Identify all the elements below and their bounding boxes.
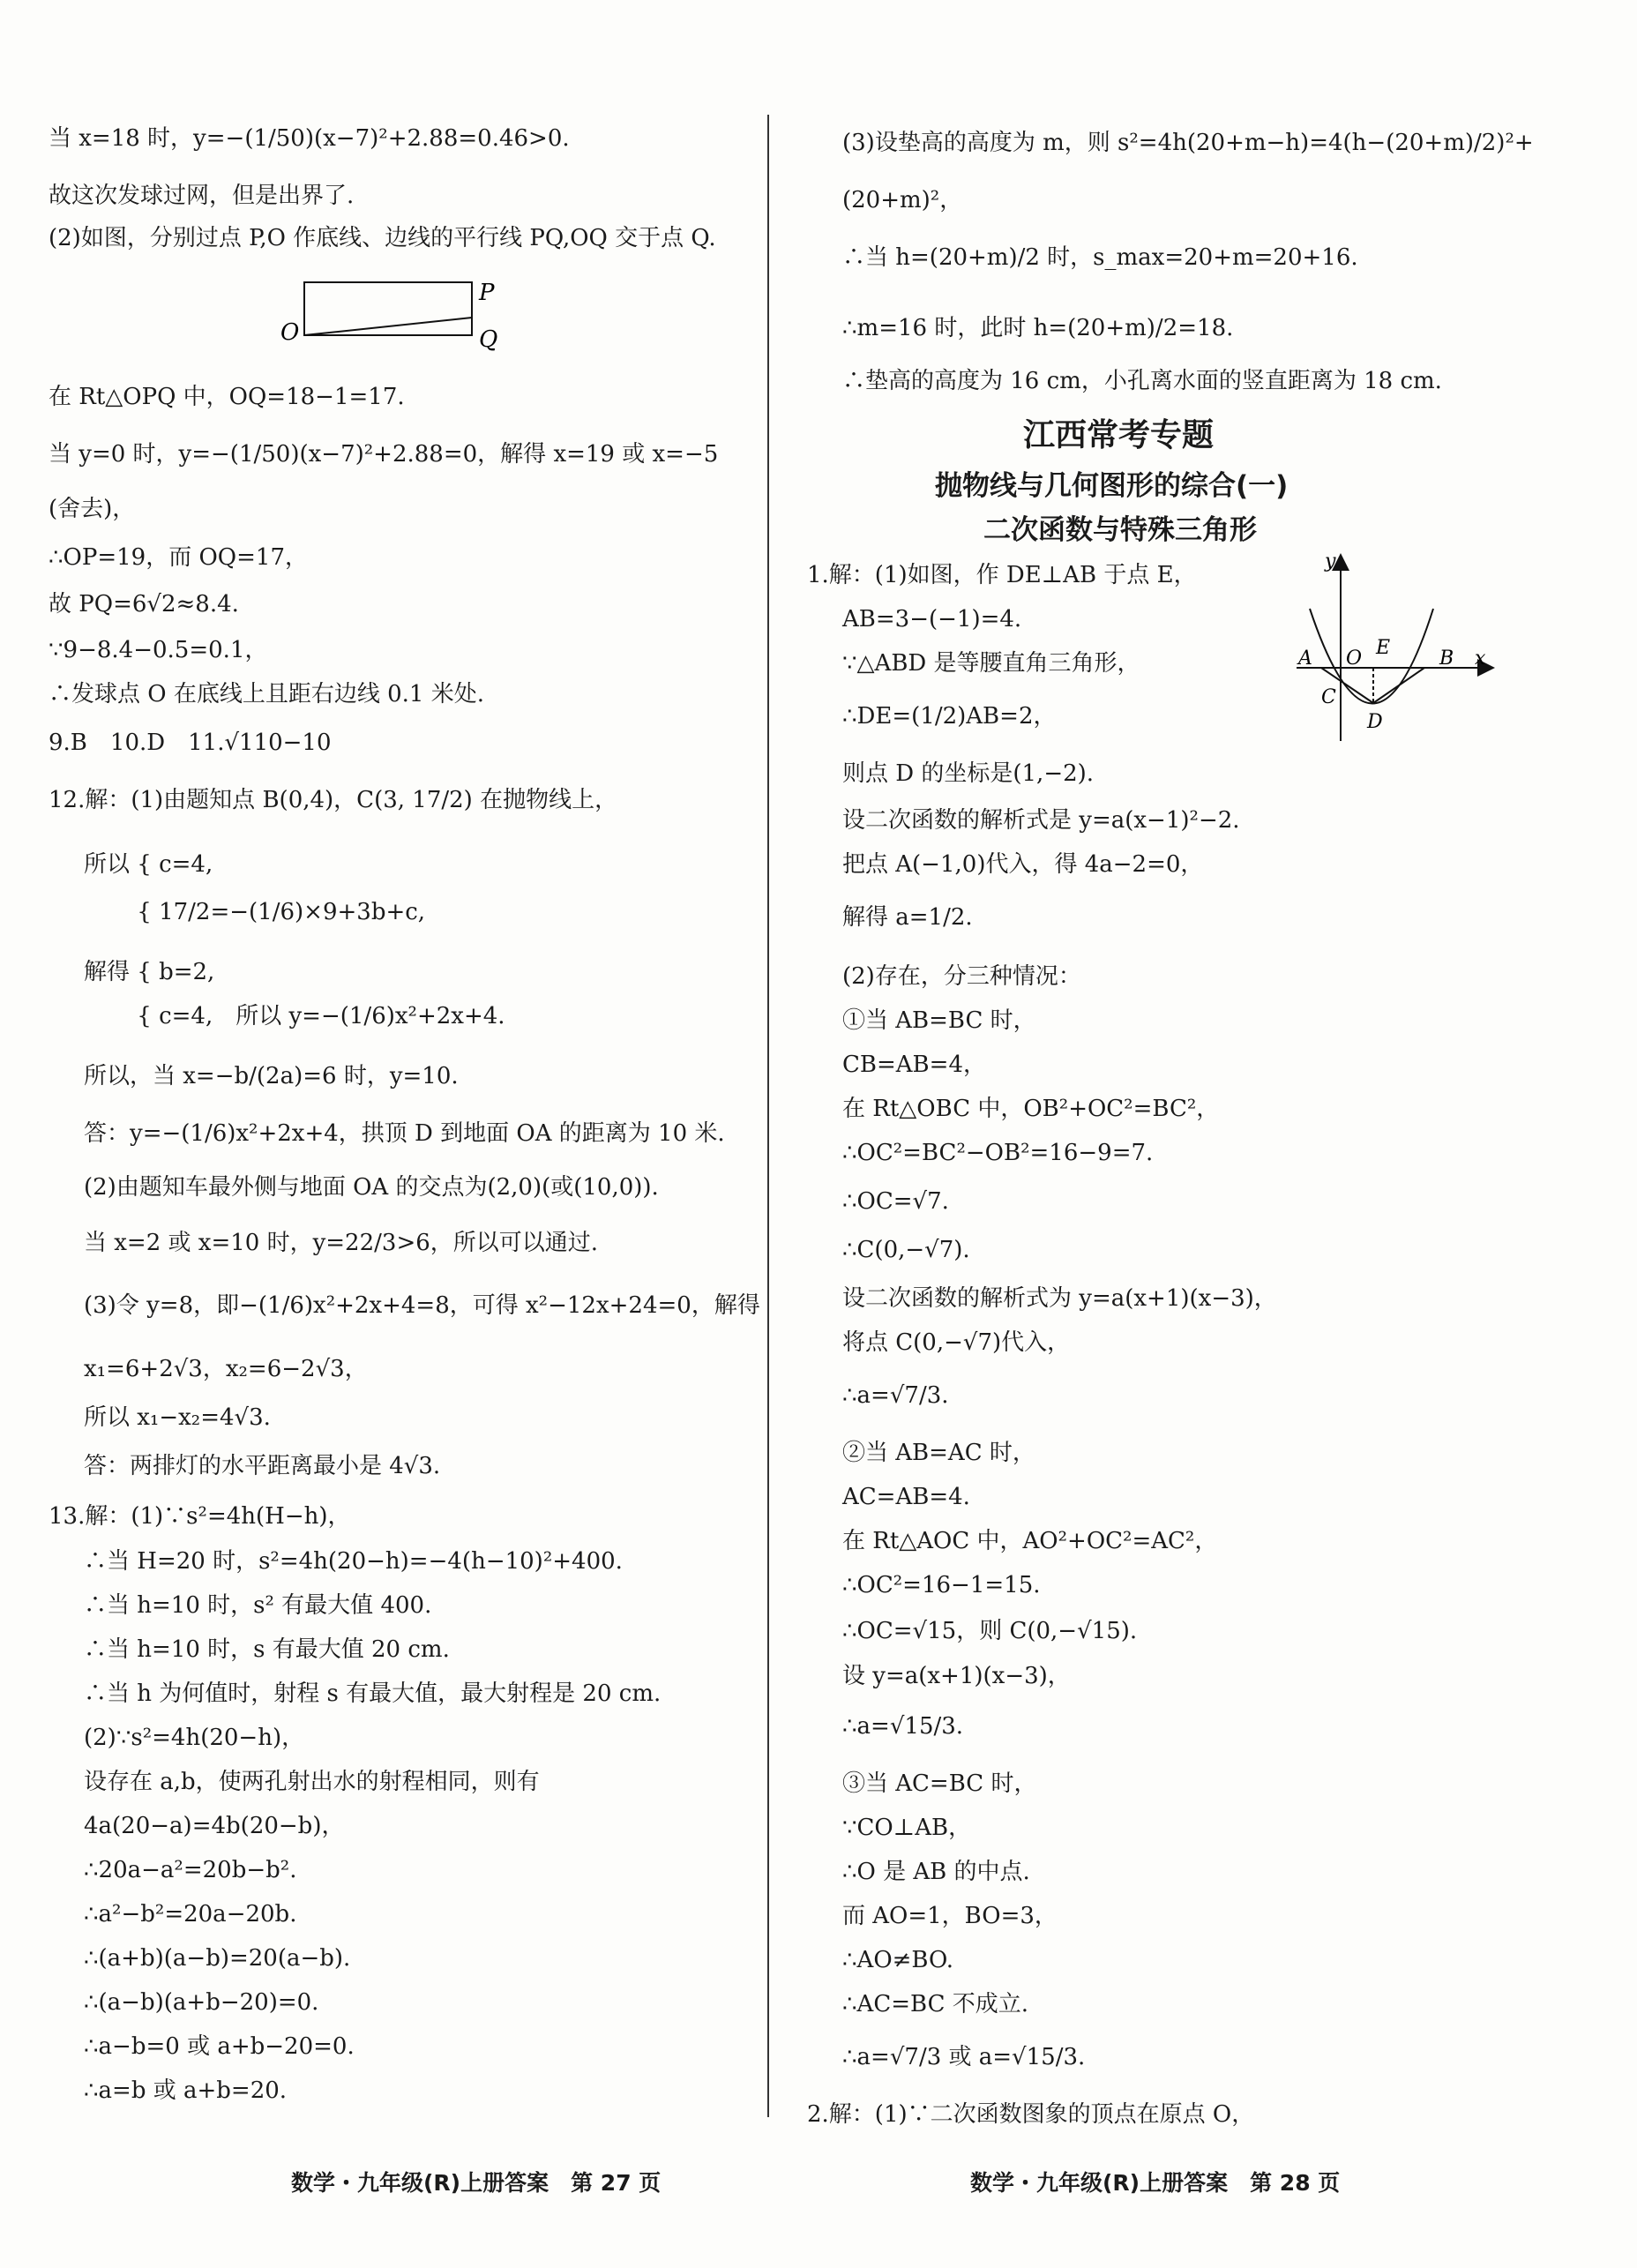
column-divider bbox=[767, 115, 769, 2117]
text-line: 所以 x₁−x₂=4√3. bbox=[84, 1404, 271, 1431]
text-line: 故 PQ=6√2≈8.4. bbox=[49, 591, 239, 618]
text-line: ∴(a+b)(a−b)=20(a−b). bbox=[84, 1945, 351, 1972]
text-line: 当 x=2 或 x=10 时，y=22/3>6，所以可以通过. bbox=[84, 1230, 599, 1256]
text-line: ③当 AC=BC 时， bbox=[842, 1770, 1037, 1797]
x-axis-label: x bbox=[1475, 647, 1486, 670]
text-line: 答：y=−(1/6)x²+2x+4，拱顶 D 到地面 OA 的距离为 10 米. bbox=[84, 1120, 725, 1147]
text-line: 则点 D 的坐标是(1,−2). bbox=[842, 760, 1095, 787]
text-line: ∴20a−a²=20b−b². bbox=[84, 1857, 297, 1883]
text-line: 13.解：(1)∵s²=4h(H−h)， bbox=[49, 1503, 351, 1530]
text-line: ∴a=√7/3. bbox=[842, 1382, 949, 1409]
text-line: 所以，当 x=−b/(2a)=6 时，y=10. bbox=[84, 1063, 459, 1089]
text-line: ①当 AB=BC 时， bbox=[842, 1007, 1036, 1034]
y-axis-label: y bbox=[1325, 551, 1336, 573]
text-line: 4a(20−a)=4b(20−b)， bbox=[84, 1813, 345, 1839]
text-line: ∴OC²=16−1=15. bbox=[842, 1572, 1041, 1598]
text-line: CB=AB=4， bbox=[842, 1052, 986, 1078]
text-line: ∴AO≠BO. bbox=[842, 1947, 954, 1973]
text-line: ∴C(0,−√7). bbox=[842, 1237, 970, 1263]
text-line: (3)设垫高的高度为 m，则 s²=4h(20+m−h)=4(h−(20+m)/2)²+ bbox=[842, 130, 1534, 156]
text-line: ∴当 h=10 时，s 有最大值 20 cm. bbox=[84, 1636, 450, 1663]
rectangle-figure bbox=[278, 269, 542, 366]
text-line: ∵△ABD 是等腰直角三角形， bbox=[842, 650, 1140, 677]
text-line: (2)由题知车最外侧与地面 OA 的交点为(2,0)(或(10,0)). bbox=[84, 1174, 659, 1201]
text-line: { 17/2=−(1/6)×9+3b+c, bbox=[84, 899, 426, 925]
footer-right: 数学・九年级(R)上册答案 第 28 页 bbox=[970, 2170, 1341, 2196]
text-line: 当 y=0 时，y=−(1/50)(x−7)²+2.88=0，解得 x=19 或 x=−5 bbox=[49, 441, 719, 468]
text-line: (舍去)， bbox=[49, 496, 136, 522]
text-line: ∴当 h=10 时，s² 有最大值 400. bbox=[84, 1592, 432, 1619]
text-line: x₁=6+2√3，x₂=6−2√3， bbox=[84, 1356, 368, 1382]
text-line: ∴a=b 或 a+b=20. bbox=[84, 2077, 288, 2104]
point-c-label: C bbox=[1321, 686, 1336, 708]
text-line: (2)∵s²=4h(20−h)， bbox=[84, 1725, 305, 1751]
text-line: (2)存在，分三种情况： bbox=[842, 963, 1081, 990]
text-line: AB=3−(−1)=4. bbox=[842, 606, 1022, 632]
text-line: ∴OC=√15，则 C(0,−√15). bbox=[842, 1618, 1138, 1644]
point-q-label: Q bbox=[479, 326, 498, 353]
text-line: AC=AB=4. bbox=[842, 1484, 970, 1510]
text-line: ∴(a−b)(a+b−20)=0. bbox=[84, 1989, 319, 2016]
text-line: 在 Rt△AOC 中，AO²+OC²=AC²， bbox=[842, 1528, 1218, 1554]
parabola-figure bbox=[1288, 551, 1499, 754]
text-line: { c=4, 所以 y=−(1/6)x²+2x+4. bbox=[84, 1003, 505, 1029]
text-line: ∴当 H=20 时，s²=4h(20−h)=−4(h−10)²+400. bbox=[84, 1548, 623, 1575]
text-line: 将点 C(0,−√7)代入， bbox=[842, 1329, 1071, 1356]
text-line: ∴AC=BC 不成立. bbox=[842, 1991, 1029, 2017]
text-line: ∵9−8.4−0.5=0.1， bbox=[49, 637, 268, 663]
point-p-label: P bbox=[479, 280, 495, 306]
text-line: 设二次函数的解析式是 y=a(x−1)²−2. bbox=[842, 807, 1240, 834]
text-line: ∴a=√15/3. bbox=[842, 1713, 964, 1740]
text-line: 所以 { c=4, bbox=[84, 851, 213, 878]
text-line: ∴当 h=(20+m)/2 时，s_max=20+m=20+16. bbox=[842, 244, 1358, 271]
text-line: ∴m=16 时，此时 h=(20+m)/2=18. bbox=[842, 315, 1234, 341]
text-line: ∴a=√7/3 或 a=√15/3. bbox=[842, 2044, 1086, 2070]
text-line: ∴OC²=BC²−OB²=16−9=7. bbox=[842, 1140, 1154, 1166]
text-line: (3)令 y=8，即−(1/6)x²+2x+4=8，可得 x²−12x+24=0，解得 bbox=[84, 1292, 760, 1319]
point-o-label: O bbox=[1346, 647, 1363, 670]
text-line: ∴发球点 O 在底线上且距右边线 0.1 米处. bbox=[49, 681, 484, 707]
text-line: 在 Rt△OPQ 中，OQ=18−1=17. bbox=[49, 384, 405, 410]
text-line: 12.解：(1)由题知点 B(0,4)，C(3, 17/2) 在抛物线上， bbox=[49, 787, 618, 813]
text-line: 在 Rt△OBC 中，OB²+OC²=BC²， bbox=[842, 1096, 1220, 1122]
subsection-heading: 抛物线与几何图形的综合(一) bbox=[935, 470, 1289, 502]
text-line: 设存在 a,b，使两孔射出水的射程相同，则有 bbox=[84, 1769, 540, 1795]
text-line: (20+m)²， bbox=[842, 187, 963, 213]
text-line: ∴当 h 为何值时，射程 s 有最大值，最大射程是 20 cm. bbox=[84, 1680, 662, 1707]
text-line: ②当 AB=AC 时， bbox=[842, 1440, 1035, 1466]
text-line: 当 x=18 时，y=−(1/50)(x−7)²+2.88=0.46>0. bbox=[49, 125, 570, 152]
text-line: 2.解：(1)∵二次函数图象的顶点在原点 O， bbox=[807, 2101, 1255, 2128]
text-line: ∴OP=19，而 OQ=17， bbox=[49, 544, 308, 571]
text-line: 解得 a=1/2. bbox=[842, 904, 973, 931]
text-line: (2)如图，分别过点 P,O 作底线、边线的平行线 PQ,OQ 交于点 Q. bbox=[49, 225, 716, 251]
point-b-label: B bbox=[1439, 647, 1454, 670]
text-line: 故这次发球过网，但是出界了. bbox=[49, 183, 355, 209]
section-heading: 江西常考专题 bbox=[1023, 417, 1215, 453]
text-line: 设 y=a(x+1)(x−3)， bbox=[842, 1663, 1071, 1689]
text-line: 9.B 10.D 11.√110−10 bbox=[49, 730, 332, 756]
text-line: ∴O 是 AB 的中点. bbox=[842, 1859, 1030, 1885]
text-line: ∴垫高的高度为 16 cm，小孔离水面的竖直距离为 18 cm. bbox=[842, 368, 1442, 394]
point-e-label: E bbox=[1376, 637, 1391, 659]
topic-heading: 二次函数与特殊三角形 bbox=[983, 514, 1257, 546]
text-line: ∴OC=√7. bbox=[842, 1188, 949, 1215]
text-line: 解得 { b=2, bbox=[84, 959, 215, 985]
text-line: ∴a²−b²=20a−20b. bbox=[84, 1901, 297, 1927]
text-line: ∴DE=(1/2)AB=2， bbox=[842, 703, 1057, 730]
text-line: ∴a−b=0 或 a+b−20=0. bbox=[84, 2033, 355, 2060]
point-a-label: A bbox=[1298, 647, 1312, 670]
point-d-label: D bbox=[1367, 711, 1383, 733]
text-line: 把点 A(−1,0)代入，得 4a−2=0， bbox=[842, 851, 1204, 878]
text-line: 答：两排灯的水平距离最小是 4√3. bbox=[84, 1453, 441, 1479]
text-line: ∵CO⊥AB， bbox=[842, 1815, 972, 1841]
footer-left: 数学・九年级(R)上册答案 第 27 页 bbox=[291, 2170, 662, 2196]
text-line: 1.解：(1)如图，作 DE⊥AB 于点 E， bbox=[807, 562, 1197, 588]
text-line: 设二次函数的解析式为 y=a(x+1)(x−3)， bbox=[842, 1285, 1277, 1312]
point-o-label: O bbox=[280, 319, 300, 346]
text-line: 而 AO=1，BO=3， bbox=[842, 1903, 1058, 1929]
